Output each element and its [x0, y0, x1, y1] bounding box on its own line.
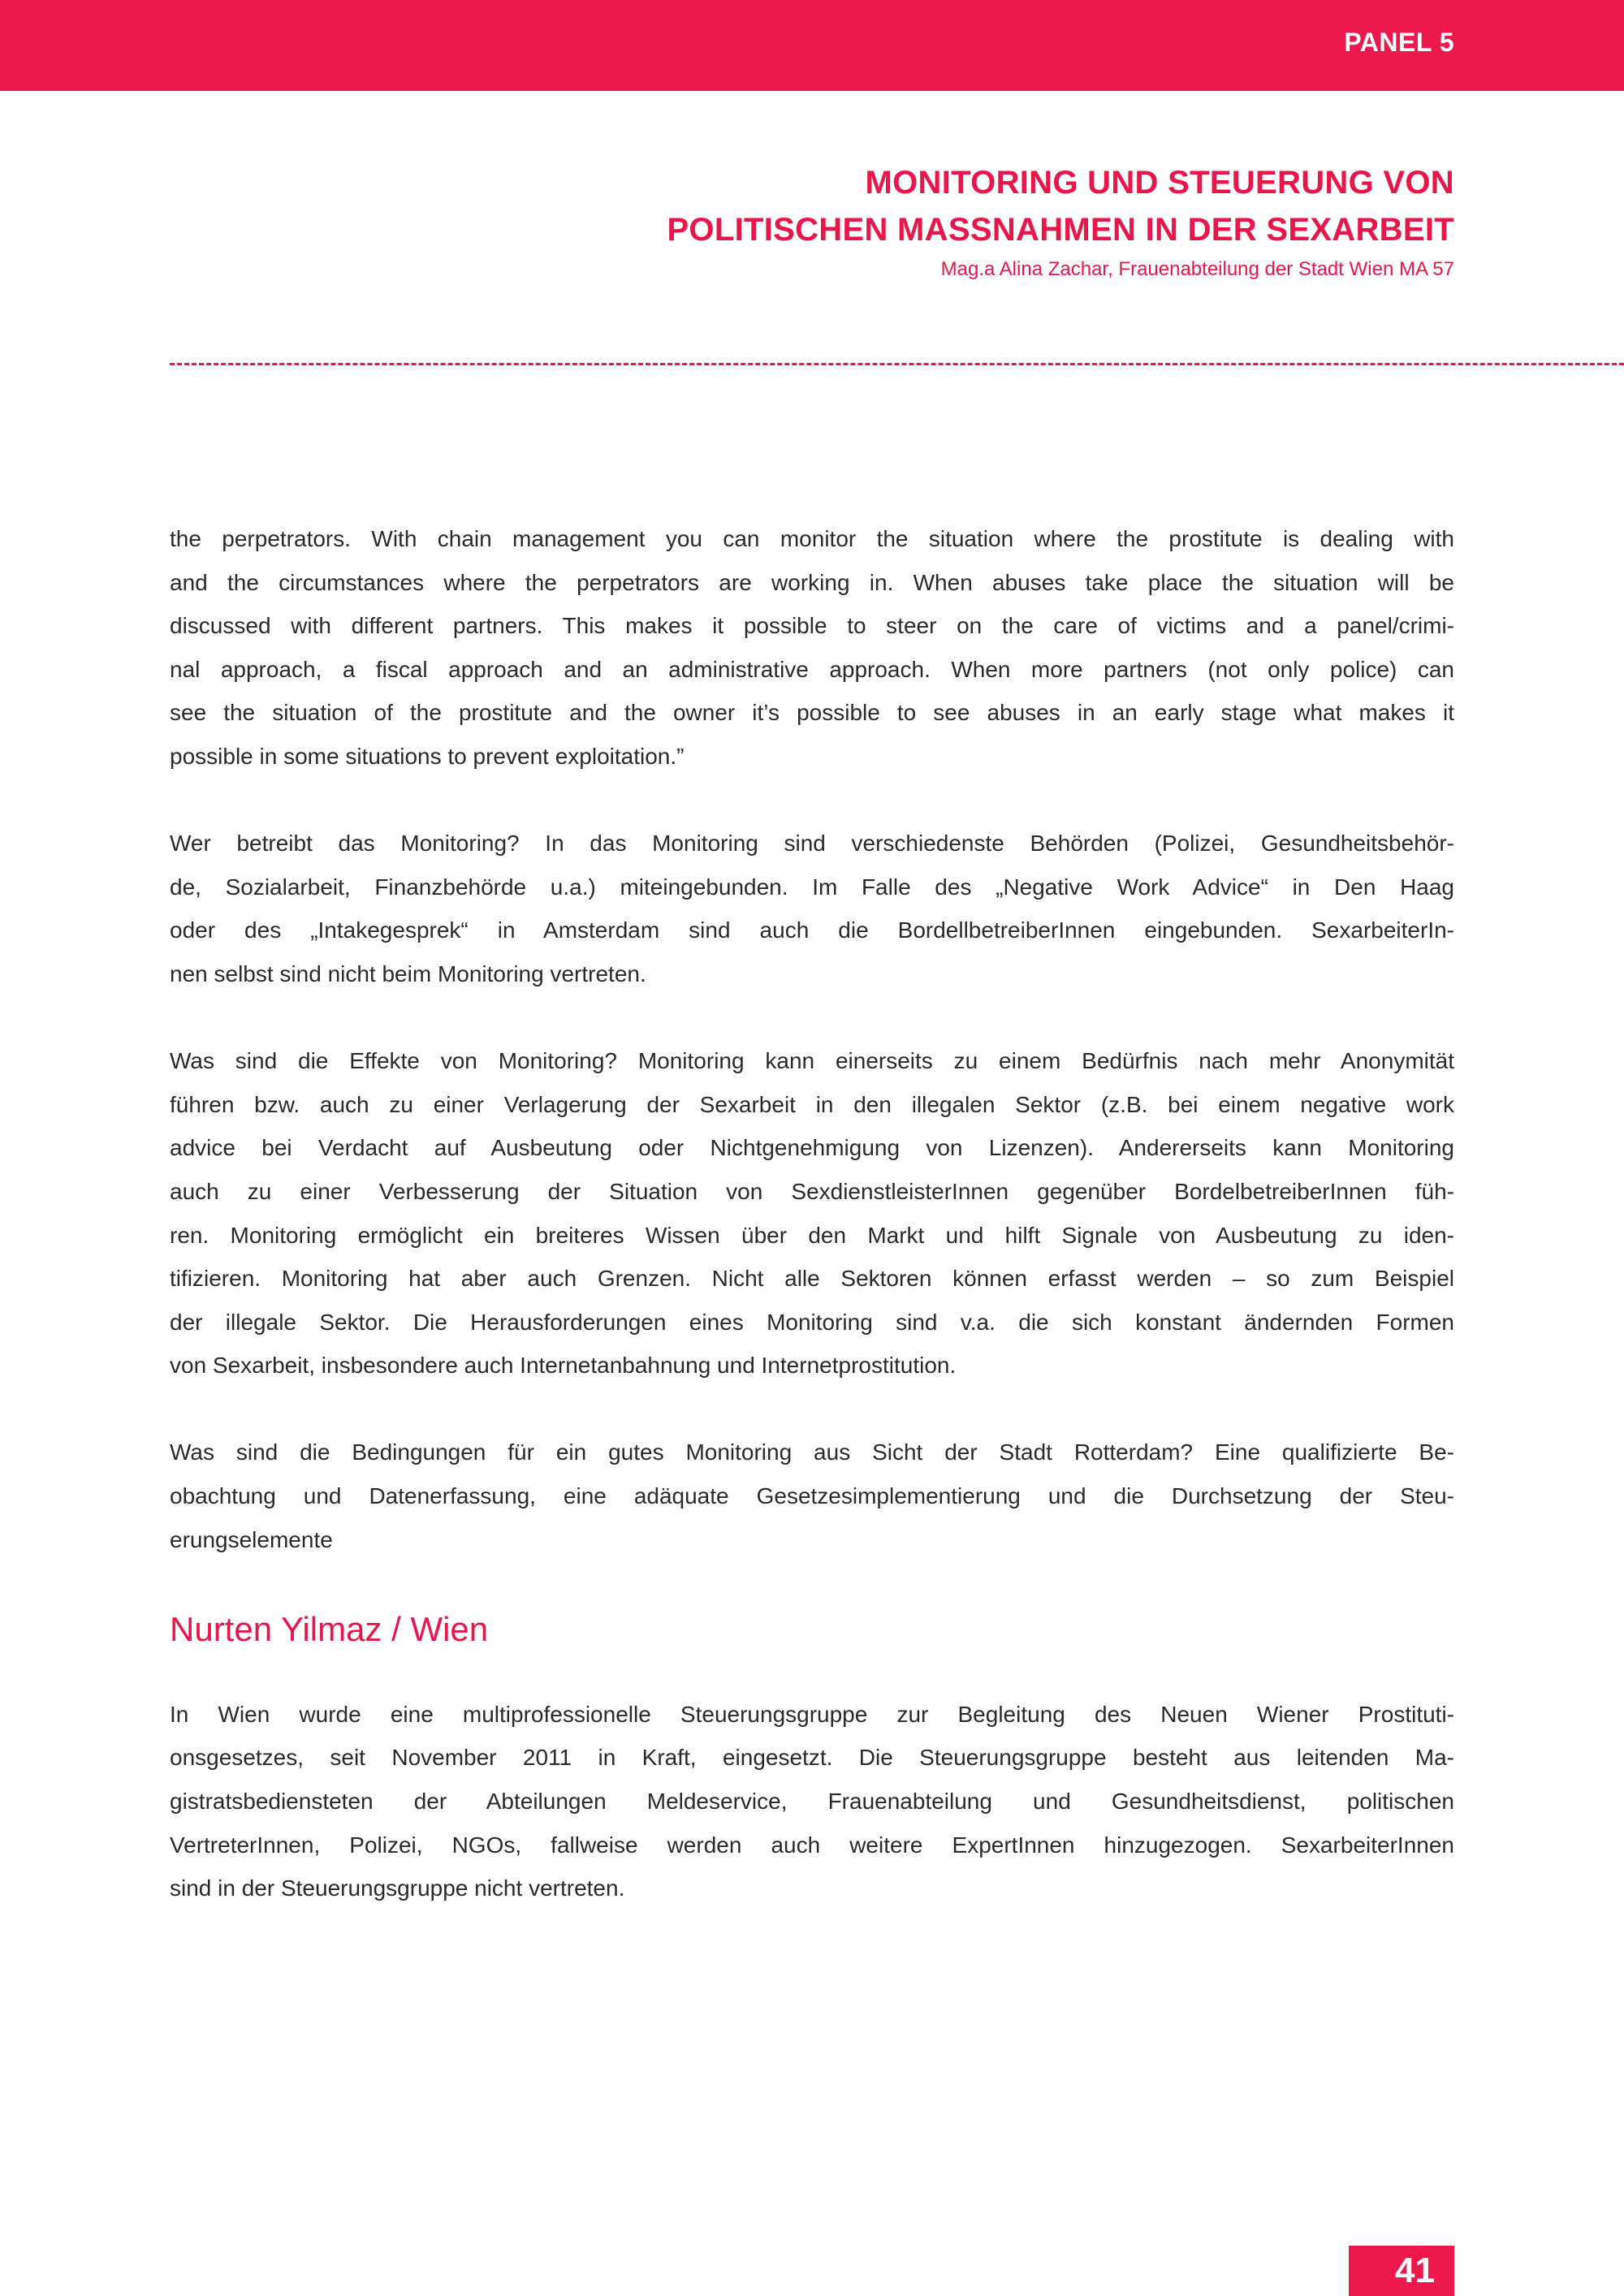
text-line: In Wien wurde eine multiprofessionelle Steuerungsgruppe zur Begleitung des Neuen Wiener Prostituti- [170, 1701, 1454, 1727]
text-line: nen selbst sind nicht beim Monitoring vertreten. [170, 960, 646, 986]
text-line: obachtung und Datenerfassung, eine adäquate Gesetzesimplementierung und die Durchsetzung der Steu- [170, 1483, 1454, 1509]
text-line: onsgesetzes, seit November 2011 in Kraft, eingesetzt. Die Steuerungsgruppe besteht aus leitenden Ma- [170, 1745, 1454, 1771]
body-text [170, 517, 1454, 1953]
text-line: ren. Monitoring ermöglicht ein breiteres Wissen über den Markt und hilft Signale von Ausbeutung zu iden- [170, 1222, 1454, 1248]
text-line: gistratsbediensteten der Abteilungen Meldeservice, Frauenabteilung und Gesundheitsdienst, politischen [170, 1789, 1454, 1815]
section-heading: Nurten Yilmaz / Wien [170, 1609, 489, 1648]
text-line: discussed with different partners. This makes it possible to steer on the care of victims and a panel/crimi- [170, 613, 1454, 639]
text-line: see the situation of the prostitute and the owner it’s possible to see abuses in an early stage what makes it [170, 700, 1454, 726]
dashed-divider [170, 363, 1624, 365]
text-line: oder des „Intakegesprek“ in Amsterdam sind auch die BordellbetreiberInnen eingebunden. SexarbeiterIn- [170, 917, 1454, 943]
text-line: der illegale Sektor. Die Herausforderungen eines Monitoring sind v.a. die sich konstant ändernden Formen [170, 1309, 1454, 1335]
paragraph [170, 822, 1454, 995]
text-line: de, Sozialarbeit, Finanzbehörde u.a.) miteingebunden. Im Falle des „Negative Work Advice“ in Den Haag [170, 874, 1454, 900]
text-line: VertreterInnen, Polizei, NGOs, fallweise werden auch weitere ExpertInnen hinzugezogen. SexarbeiterInnen [170, 1832, 1454, 1858]
panel-label: PANEL 5 [1344, 28, 1454, 57]
paragraph [170, 1039, 1454, 1388]
text-line: von Sexarbeit, insbesondere auch Internetanbahnung und Internetprostitution. [170, 1353, 957, 1379]
paragraph [170, 517, 1454, 779]
title-line-2: POLITISCHEN MASSNAHMEN IN DER SEXARBEIT [667, 212, 1454, 248]
text-line: nal approach, a fiscal approach and an administrative approach. When more partners (not only police) can [170, 656, 1454, 682]
text-line: Wer betreibt das Monitoring? In das Monitoring sind verschiedenste Behörden (Polizei, Gesundheitsbehör- [170, 831, 1454, 857]
title-line-1: MONITORING UND STEUERUNG VON [865, 165, 1454, 201]
author-line: Mag.a Alina Zachar, Frauenabteilung der Stadt Wien MA 57 [940, 258, 1454, 280]
text-line: Was sind die Bedingungen für ein gutes Monitoring aus Sicht der Stadt Rotterdam? Eine qualifizierte Be- [170, 1439, 1454, 1465]
text-line: sind in der Steuerungsgruppe nicht vertreten. [170, 1875, 625, 1901]
text-line: and the circumstances where the perpetrators are working in. When abuses take place the situation will be [170, 569, 1454, 595]
text-line: auch zu einer Verbesserung der Situation von SexdienstleisterInnen gegenüber BordelbetreiberInnen füh- [170, 1178, 1454, 1204]
text-line: erungselemente [170, 1526, 333, 1552]
text-line: führen bzw. auch zu einer Verlagerung der Sexarbeit in den illegalen Sektor (z.B. bei einem negative work [170, 1091, 1454, 1117]
text-line: Was sind die Effekte von Monitoring? Monitoring kann einerseits zu einem Bedürfnis nach mehr Anonymität [170, 1048, 1454, 1074]
text-line: the perpetrators. With chain management you can monitor the situation where the prostitute is dealing with [170, 526, 1454, 551]
text-line: advice bei Verdacht auf Ausbeutung oder Nichtgenehmigung von Lizenzen). Andererseits kann Monitoring [170, 1135, 1454, 1161]
header-bar [0, 0, 1624, 91]
paragraph [170, 1693, 1454, 1910]
text-line: possible in some situations to prevent exploitation.” [170, 743, 685, 769]
paragraph [170, 1431, 1454, 1561]
page-title [667, 159, 1454, 253]
text-line: tifizieren. Monitoring hat aber auch Grenzen. Nicht alle Sektoren können erfasst werden – so zum Beispiel [170, 1266, 1454, 1292]
page-number: 41 [1349, 2246, 1454, 2296]
